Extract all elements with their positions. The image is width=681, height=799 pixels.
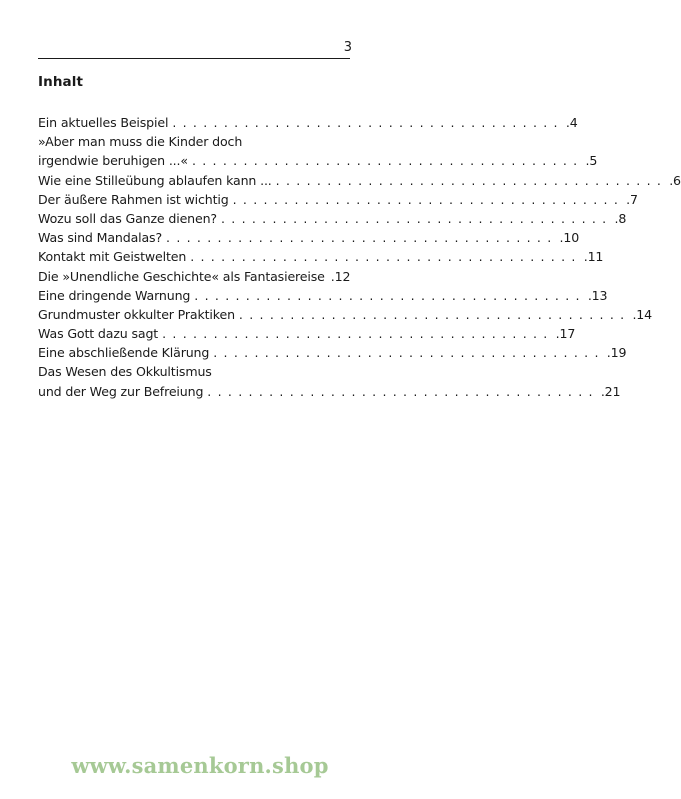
header-rule [38, 58, 350, 59]
toc-entry [38, 132, 598, 170]
toc-dot-leader: ...................................... [162, 326, 554, 342]
toc-entry-title: Was Gott dazu sagt [38, 326, 159, 342]
toc-page-number: .11 [583, 249, 604, 265]
toc-page-number: .4 [565, 115, 578, 130]
page-number: 3 [343, 40, 352, 55]
toc-entry-line [38, 113, 578, 132]
toc-page-number: .7 [626, 191, 638, 207]
toc-entry-line [38, 247, 604, 266]
toc-entry [38, 267, 350, 286]
toc-page-number: .21 [600, 383, 621, 399]
toc-entry-line [38, 171, 681, 190]
toc-entry-title: Die »Unendliche Geschichte« als Fantasiereise [38, 268, 325, 284]
toc-page-number: .8 [614, 210, 627, 226]
toc-page-number: .5 [585, 153, 598, 169]
toc-entry [38, 228, 580, 247]
toc-entry [38, 171, 681, 190]
toc-entry [38, 324, 576, 343]
toc-page-number: .14 [632, 306, 653, 322]
toc-entry [38, 190, 638, 209]
toc-dot-leader: ...................................... [166, 230, 558, 246]
toc-entry-title: irgendwie beruhigen ...« [38, 153, 188, 169]
toc-entry [38, 113, 578, 132]
toc-entry-line [38, 305, 653, 324]
toc-title: Inhalt [38, 74, 84, 90]
watermark-url: www.samenkorn.shop [71, 753, 329, 778]
toc-dot-leader: ...................................... [220, 210, 613, 226]
toc-entry-title: Ein aktuelles Beispiel [38, 115, 169, 130]
toc-dot-leader: ...................................... [207, 383, 599, 399]
toc-dot-leader: ...................................... [232, 191, 625, 207]
toc-entry-title: Der äußere Rahmen ist wichtig [38, 191, 229, 207]
toc-entry-line [38, 209, 627, 228]
toc-entry-line [38, 151, 598, 170]
toc-entry-line [38, 228, 580, 247]
toc-entry-line [38, 132, 350, 151]
toc-entry-line [38, 190, 638, 209]
toc-entry-line [38, 362, 350, 381]
toc-page-number: .6 [669, 172, 681, 188]
toc-dot-leader: ...................................... [172, 115, 564, 130]
toc-entry-line [38, 382, 621, 401]
toc-page-number: .19 [606, 345, 627, 361]
toc-entry-title: Wozu soll das Ganze dienen? [38, 210, 217, 226]
toc-entry-title: Eine abschließende Klärung [38, 345, 210, 361]
toc-entry [38, 305, 653, 324]
toc-entry-title: Das Wesen des Okkultismus [38, 364, 212, 380]
toc-entry-title: Was sind Mandalas? [38, 230, 163, 246]
toc-page-number: .10 [559, 230, 580, 246]
toc-entry-title: und der Weg zur Befreiung [38, 383, 204, 399]
toc-entry [38, 247, 604, 266]
toc-entry [38, 343, 627, 362]
toc-entry [38, 286, 608, 305]
toc-dot-leader: ...................................... [275, 172, 668, 188]
toc-dot-leader: ...................................... [191, 153, 584, 169]
toc-page-number: .17 [555, 326, 576, 342]
toc-entry-title: Wie eine Stilleübung ablaufen kann ... [38, 172, 272, 188]
toc-entry-line [38, 267, 350, 286]
toc-entry-line [38, 286, 608, 305]
toc-entry [38, 209, 627, 228]
toc-dot-leader: ...................................... [194, 287, 586, 303]
toc-dot-leader: ...................................... [190, 249, 582, 265]
toc-entry [38, 362, 621, 400]
toc-entry-title: Kontakt mit Geistwelten [38, 249, 187, 265]
toc-entry-title: Grundmuster okkulter Praktiken [38, 306, 235, 322]
toc-entry-title: Eine dringende Warnung [38, 287, 191, 303]
toc-entry-title: »Aber man muss die Kinder doch [38, 134, 243, 150]
toc-entry-line [38, 343, 627, 362]
toc-dot-leader: ...................................... [238, 306, 631, 322]
toc-page-number: .12 [330, 268, 351, 284]
table-of-contents [38, 113, 681, 401]
toc-dot-leader: ...................................... [213, 345, 605, 361]
toc-page-number: .13 [587, 287, 608, 303]
toc-entry-line [38, 324, 576, 343]
